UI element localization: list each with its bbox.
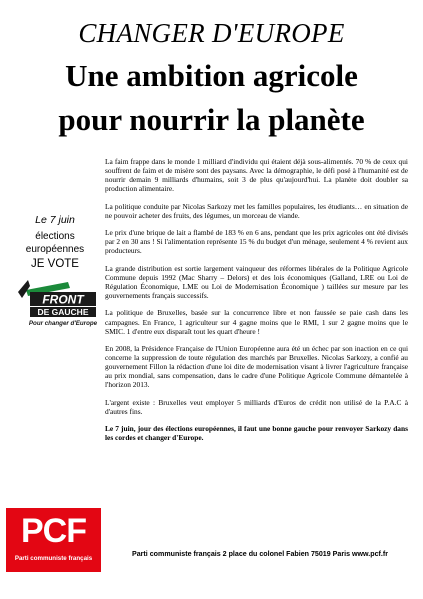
logo-gauche-text: DE GAUCHE: [37, 307, 89, 317]
pcf-logo-subtitle: Parti communiste français: [14, 555, 93, 562]
paragraph: La politique conduite par Nicolas Sarkozy met les familles populaires, les étudiants… en situation de ne pouvoir acheter des fruits, des légumes, un morceau de viande.: [105, 201, 408, 220]
logo-front-text: FRONT: [42, 292, 84, 307]
article-body: [105, 157, 408, 451]
paragraph: En 2008, la Présidence Française de l'Union Européenne aura été un échec par son inaction en ce qui concerne la suppression de toute régulation des marchés par Bruxelles. Nicolas Sarkozy, a confié au gouvernement Fillon la rédaction d'une loi dite de modernisation visant à livrer l'agriculture française au prix mondial, sans compensation, dans le cadre d'une Politique Agricole Commune démantelée à l'horizon 2013.: [105, 343, 408, 390]
pcf-logo: [6, 508, 101, 572]
vote-slogan: JE VOTE: [31, 258, 79, 270]
conclusion-paragraph: Le 7 juin, jour des élections européennes, il faut une bonne gauche pour renvoyer Sarkozy dans les cordes et changer d'Europe.: [105, 424, 408, 443]
pcf-logo-letters: PCF: [21, 512, 86, 550]
election-sidebar: [8, 213, 102, 272]
headline-line-2: pour nourrir la planète: [58, 102, 365, 137]
election-date: Le 7 juin: [35, 214, 75, 226]
paragraph: L'argent existe : Bruxelles veut employer 5 milliards d'Euros de crédit non utilisé de la P.A.C à d'autres fins.: [105, 397, 408, 416]
paragraph: La grande distribution est sortie largement vainqueur des réformes libérales de la Politique Agricole Commune depuis 1992 (Mac Sharry – Delors) et des lois économiques (Galland, LRE ou Loi de Régulation Économique, LME ou Loi de Modernisation Économique ) taillées sur mesure par les gouvernements français successifs.: [105, 263, 408, 301]
election-label-line-1: élections: [35, 231, 75, 242]
paragraph: La politique de Bruxelles, basée sur la concurrence libre et non faussée se paie cash dans les campagnes. En France, 1 agriculteur sur 4 gagne moins que le RMI, 1 sur 2 gagne moins que le SMIC. 1 d'entre eux disparaît tout les quart d'heure !: [105, 308, 408, 336]
kicker-title: CHANGER D'EUROPE: [78, 18, 345, 48]
footer-address: Parti communiste français 2 place du colonel Fabien 75019 Paris www.pcf.fr: [132, 550, 388, 558]
front-de-gauche-logo: [16, 278, 100, 328]
election-label-line-2: européennes: [25, 244, 85, 255]
election-label: [8, 230, 102, 256]
paragraph: Le prix d'une brique de lait a flambé de 183 % en 6 ans, pendant que les prix agricoles ont été divisés par 2 en 30 ans ! Si l'alimentation représente 15 % du budget d'un ménage, seulement 4 % revient aux producteurs.: [105, 228, 408, 256]
headline-line-1: Une ambition agricole: [65, 58, 358, 93]
paragraph: La faim frappe dans le monde 1 milliard d'individu qui étaient déjà sous-alimentés. 70 % de ceux qui souffrent de faim et de misère sont des paysans. Avec la démographie, le défi posé à l'humanité est de nourrir demain 9 milliards d'humains, soit 3 de plus qu'aujourd'hui. La planète doit doubler sa production alimentaire.: [105, 157, 408, 194]
logo-tagline: Pour changer d'Europe: [28, 320, 98, 327]
